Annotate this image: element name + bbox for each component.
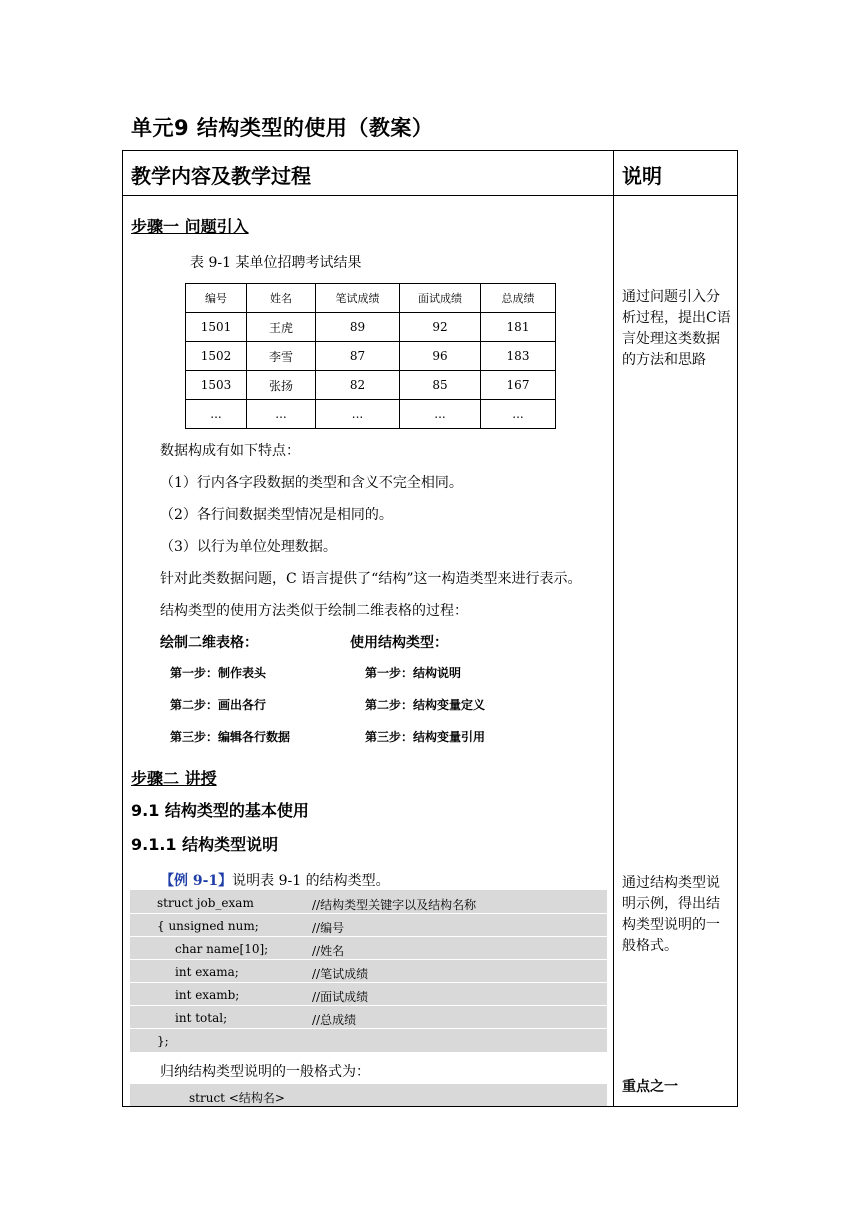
compare-right-item: 第三步：结构变量引用 <box>365 730 486 744</box>
code-divider <box>130 913 607 914</box>
note-text: 通过问题引入分析过程，提出C语言处理这类数据的方法和思路 <box>622 289 731 368</box>
col-header-name: 姓名 <box>247 284 316 313</box>
table-cell: 1503 <box>186 371 247 400</box>
section-heading-9-1-1: 9.1.1 结构类型说明 <box>131 835 279 854</box>
compare-right-item: 第二步：结构变量定义 <box>365 698 486 712</box>
paragraph: 归纳结构类型说明的一般格式为： <box>160 1064 370 1080</box>
compare-left-item: 第三步：编辑各行数据 <box>170 730 291 744</box>
paragraph: （3）以行为单位处理数据。 <box>160 539 337 555</box>
compare-right-item: 第一步：结构说明 <box>365 666 462 680</box>
table-cell: ... <box>481 400 556 429</box>
table-cell: 183 <box>481 342 556 371</box>
table-cell: 1502 <box>186 342 247 371</box>
table-cell: 1501 <box>186 313 247 342</box>
table-cell: 96 <box>400 342 481 371</box>
paragraph: 结构类型的使用方法类似于绘制二维表格的过程： <box>160 603 468 619</box>
table-row <box>186 313 556 342</box>
code-comment: //结构类型关键字以及结构名称 <box>312 898 477 912</box>
table-cell: 王虎 <box>247 313 316 342</box>
code-line: struct job_exam <box>157 896 254 910</box>
table-row <box>186 342 556 371</box>
column-divider <box>613 150 614 1107</box>
code-comment: //面试成绩 <box>312 990 369 1004</box>
paragraph: （1）行内各字段数据的类型和含义不完全相同。 <box>160 475 463 491</box>
code-comment: //姓名 <box>312 944 345 958</box>
code-divider <box>130 959 607 960</box>
code-comment: //笔试成绩 <box>312 967 369 981</box>
code-line: int exama; <box>175 965 239 979</box>
col-header-interview: 面试成绩 <box>400 284 481 313</box>
table-cell: 167 <box>481 371 556 400</box>
code-divider <box>130 936 607 937</box>
col-header-written: 笔试成绩 <box>316 284 400 313</box>
table-cell: ... <box>247 400 316 429</box>
code-divider <box>130 1005 607 1006</box>
code-line: struct <结构名> <box>189 1091 285 1105</box>
code-line: int total; <box>175 1011 228 1025</box>
paragraph: （2）各行间数据类型情况是相同的。 <box>160 507 393 523</box>
example-intro <box>160 870 390 890</box>
table-caption: 表 9-1 某单位招聘考试结果 <box>190 255 362 271</box>
code-divider <box>130 1028 607 1029</box>
document-title: 单元9 结构类型的使用（教案） <box>131 116 434 140</box>
table-row <box>186 400 556 429</box>
table-cell: 李雪 <box>247 342 316 371</box>
header-divider <box>122 195 738 196</box>
table-cell: 181 <box>481 313 556 342</box>
table-cell: ... <box>400 400 481 429</box>
code-comment: //总成绩 <box>312 1013 357 1027</box>
header-content: 教学内容及教学过程 <box>131 164 311 188</box>
compare-left-item: 第一步：制作表头 <box>170 666 267 680</box>
exam-results-table <box>185 283 556 429</box>
table-header-row <box>186 284 556 313</box>
section-heading-9-1: 9.1 结构类型的基本使用 <box>131 801 309 820</box>
table-cell: ... <box>316 400 400 429</box>
compare-left-item: 第二步：画出各行 <box>170 698 267 712</box>
table-cell: 92 <box>400 313 481 342</box>
paragraph: 针对此类数据问题，C 语言提供了“结构”这一构造类型来进行表示。 <box>160 571 582 587</box>
col-header-total: 总成绩 <box>481 284 556 313</box>
table-cell: 87 <box>316 342 400 371</box>
note-text: 通过结构类型说明示例，得出结构类型说明的一般格式。 <box>622 875 720 954</box>
table-cell: 82 <box>316 371 400 400</box>
table-cell: 85 <box>400 371 481 400</box>
col-header-id: 编号 <box>186 284 247 313</box>
compare-left-title: 绘制二维表格： <box>160 635 258 651</box>
code-line: int examb; <box>175 988 240 1002</box>
example-tag: 【例 9-1】 <box>160 873 233 889</box>
example-text: 说明表 9-1 的结构类型。 <box>232 873 390 889</box>
header-notes: 说明 <box>622 164 662 188</box>
code-line: }; <box>157 1034 169 1048</box>
code-comment: //编号 <box>312 921 345 935</box>
table-cell: 张扬 <box>247 371 316 400</box>
step-two-heading: 步骤二 讲授 <box>131 769 217 788</box>
code-divider <box>130 982 607 983</box>
table-cell: 89 <box>316 313 400 342</box>
note-key-point: 重点之一 <box>622 1079 678 1095</box>
table-row <box>186 371 556 400</box>
step-one-heading: 步骤一 问题引入 <box>131 217 249 236</box>
paragraph: 数据构成有如下特点： <box>160 443 300 459</box>
code-line: char name[10]; <box>175 942 269 956</box>
code-line: { unsigned num; <box>157 919 259 933</box>
compare-right-title: 使用结构类型： <box>350 635 448 651</box>
table-cell: ... <box>186 400 247 429</box>
